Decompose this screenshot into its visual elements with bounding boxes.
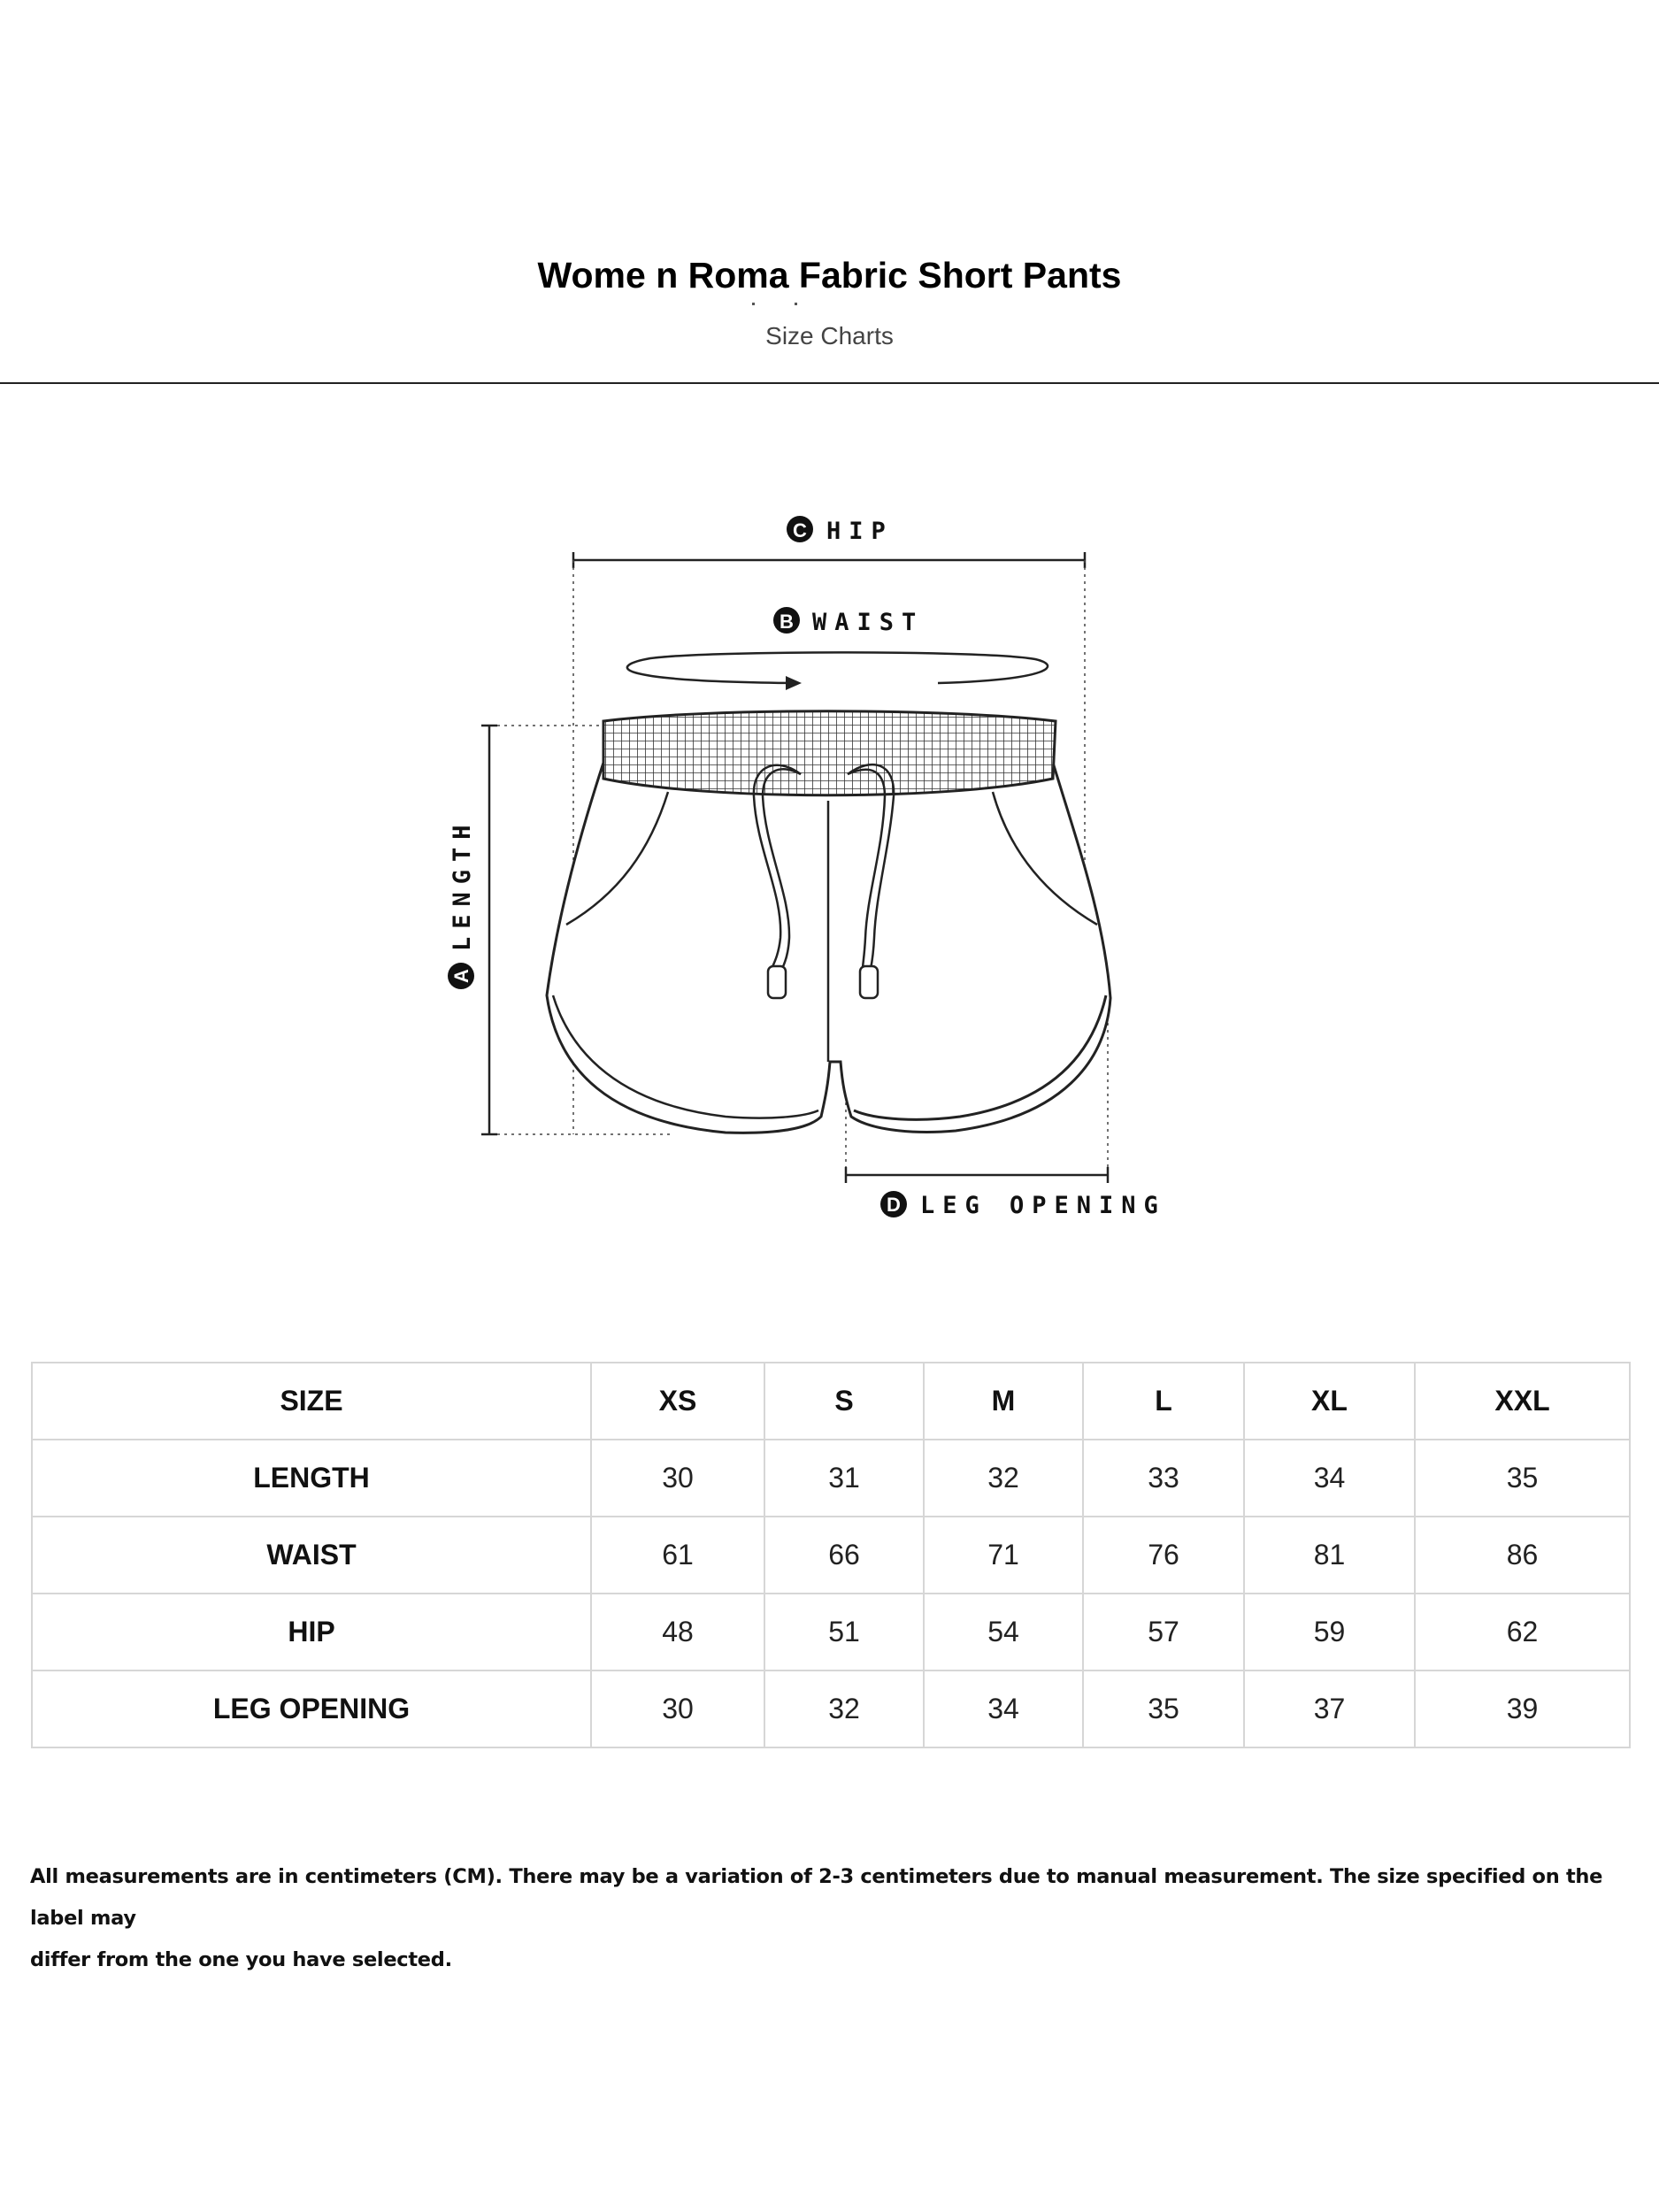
leg-opening-label bbox=[880, 1191, 1166, 1219]
table-cell: 57 bbox=[1083, 1594, 1244, 1671]
size-column-header: SIZE bbox=[32, 1363, 591, 1440]
table-cell: 32 bbox=[924, 1440, 1083, 1517]
size-chart-table bbox=[31, 1362, 1631, 1748]
size-xs-header: XS bbox=[591, 1363, 764, 1440]
row-label-hip: HIP bbox=[32, 1594, 591, 1671]
length-label-text: LENGTH bbox=[449, 817, 476, 951]
table-cell: 31 bbox=[764, 1440, 924, 1517]
table-row-waist bbox=[32, 1517, 1630, 1594]
leg-opening-letter: D bbox=[887, 1194, 901, 1216]
measurement-note bbox=[30, 1856, 1632, 1981]
table-cell: 48 bbox=[591, 1594, 764, 1671]
waist-letter: B bbox=[780, 611, 794, 633]
row-label-length: LENGTH bbox=[32, 1440, 591, 1517]
shorts-illustration bbox=[547, 763, 1110, 1133]
table-row-length bbox=[32, 1440, 1630, 1517]
table-cell: 54 bbox=[924, 1594, 1083, 1671]
size-s-header: S bbox=[764, 1363, 924, 1440]
waistband bbox=[603, 711, 1056, 795]
size-m-header: M bbox=[924, 1363, 1083, 1440]
table-cell: 34 bbox=[1244, 1440, 1415, 1517]
table-cell: 59 bbox=[1244, 1594, 1415, 1671]
measurement-note-line-1: All measurements are in centimeters (CM). There may be a variation of 2-3 centimeters due to manual measurement. The size specified on the label may bbox=[30, 1865, 1603, 1930]
table-cell: 35 bbox=[1415, 1440, 1630, 1517]
table-cell: 30 bbox=[591, 1671, 764, 1747]
table-cell: 71 bbox=[924, 1517, 1083, 1594]
table-header-row bbox=[32, 1363, 1630, 1440]
table-cell: 30 bbox=[591, 1440, 764, 1517]
leg-opening-label-text: LEG OPENING bbox=[920, 1192, 1166, 1219]
page-subtitle: Size Charts bbox=[765, 322, 894, 349]
table-row-leg-opening bbox=[32, 1671, 1630, 1747]
size-l-header: L bbox=[1083, 1363, 1244, 1440]
table-cell: 35 bbox=[1083, 1671, 1244, 1747]
row-label-leg-opening: LEG OPENING bbox=[32, 1671, 591, 1747]
table-cell: 76 bbox=[1083, 1517, 1244, 1594]
table-cell: 37 bbox=[1244, 1671, 1415, 1747]
size-xxl-header: XXL bbox=[1415, 1363, 1630, 1440]
waist-arrow bbox=[627, 652, 1048, 690]
table-cell: 34 bbox=[924, 1671, 1083, 1747]
table-cell: 51 bbox=[764, 1594, 924, 1671]
measurement-note-line-2: differ from the one you have selected. bbox=[30, 1948, 452, 1971]
waist-label-text: WAIST bbox=[812, 609, 925, 636]
table-cell: 32 bbox=[764, 1671, 924, 1747]
table-cell: 39 bbox=[1415, 1671, 1630, 1747]
table-row-hip bbox=[32, 1594, 1630, 1671]
table-cell: 62 bbox=[1415, 1594, 1630, 1671]
table-cell: 66 bbox=[764, 1517, 924, 1594]
row-label-waist: WAIST bbox=[32, 1517, 591, 1594]
hip-label-text: HIP bbox=[826, 518, 894, 545]
length-letter: A bbox=[450, 969, 472, 983]
hip-letter: C bbox=[793, 519, 807, 541]
table-cell: 61 bbox=[591, 1517, 764, 1594]
table-cell: 33 bbox=[1083, 1440, 1244, 1517]
hip-label bbox=[787, 516, 894, 545]
length-label bbox=[448, 817, 476, 989]
page-title: Wome n Roma Fabric Short Pants bbox=[537, 255, 1122, 296]
table-cell: 86 bbox=[1415, 1517, 1630, 1594]
waist-label bbox=[773, 607, 924, 636]
table-cell: 81 bbox=[1244, 1517, 1415, 1594]
size-xl-header: XL bbox=[1244, 1363, 1415, 1440]
